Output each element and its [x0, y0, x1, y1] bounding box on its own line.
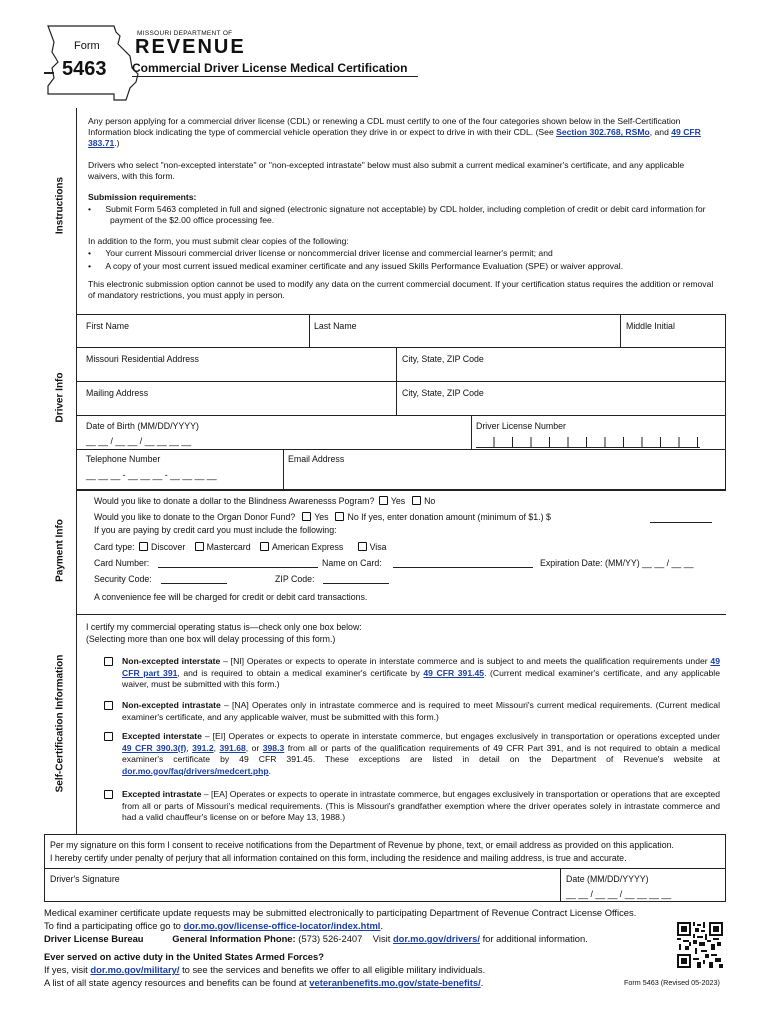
footer-line-3: Driver License Bureau General Information Phone: (573) 526-2407 Visit dor.mo.gov/drivers/ for additional information.	[44, 933, 588, 944]
security-code-field[interactable]	[161, 583, 227, 584]
copies-bullet-2: • A copy of your most current issued medical examiner certificate and any issued Skills Performance Evaluation (SPE) or waiver approval.	[88, 261, 624, 271]
selfcert-intro-1: I certify my commercial operating status is—check only one box below:	[86, 622, 362, 632]
section-label-driver-info: Driver Info	[54, 372, 66, 423]
medcert-link[interactable]: dor.mo.gov/faq/drivers/medcert.php	[122, 765, 269, 776]
cfr-383-link[interactable]: 49 CFR 383.71	[88, 127, 701, 148]
section-label-self-cert: Self-Certification Information	[54, 654, 66, 793]
fee-note: A convenience fee will be charged for credit or debit card transactions.	[94, 592, 368, 602]
organ-yes-checkbox[interactable]	[302, 512, 311, 521]
form-revision: Form 5463 (Revised 05-2023)	[624, 978, 720, 987]
military-line: If yes, visit dor.mo.gov/military/ to see the services and benefits we offer to all eligible military individuals.	[44, 964, 486, 975]
license-number-field[interactable]	[476, 437, 700, 448]
copies-intro: In addition to the form, you must submit clear copies of the following:	[88, 236, 349, 246]
copies-bullet-1: • Your current Missouri commercial driver license or noncommercial driver license and commercial learner's permit; and	[88, 248, 553, 258]
blindness-yes-checkbox[interactable]	[379, 496, 388, 505]
name-on-card-label: Name on Card:	[322, 558, 382, 568]
office-locator-link[interactable]: dor.mo.gov/license-office-locator/index.html	[183, 920, 381, 931]
organ-donor-question: Would you like to donate to the Organ Donor Fund? Yes No If yes, enter donation amount (minimum of $1.) $	[94, 512, 551, 522]
expiration-field[interactable]: Expiration Date: (MM/YY) __ __ / __ __	[540, 558, 694, 568]
section-label-payment-info: Payment Info	[54, 519, 66, 582]
form-title: Commercial Driver License Medical Certification	[132, 61, 408, 75]
agency-top: MISSOURI DEPARTMENT OF	[137, 30, 233, 37]
form-number: 5463	[62, 58, 107, 80]
instructions-p1: Any person applying for a commercial driver license (CDL) or renewing a CDL must certify to one of the four categories shown below in the Self-Certification Information block indicating the type of commercial vehicle operation they drive in or expect to drive in with their CDL. (See Section 302.768, RSMo, and 49 CFR 383.71.)	[88, 116, 701, 148]
res-city-state-zip-field[interactable]: City, State, ZIP Code	[402, 354, 484, 364]
zip-code-label: ZIP Code:	[275, 574, 315, 584]
footer-line-2: To find a participating office go to dor.mo.gov/license-office-locator/index.html.	[44, 920, 384, 931]
mail-city-state-zip-field[interactable]: City, State, ZIP Code	[402, 388, 484, 398]
instructions-last: This electronic submission option cannot be used to modify any data on the current commercial document. If your certification status requires the addition or removal of mandatory restrictions, you must apply in person.	[88, 279, 714, 300]
mastercard-checkbox[interactable]	[195, 542, 204, 551]
organ-no-checkbox[interactable]	[335, 512, 344, 521]
telephone-label: Telephone Number	[86, 454, 161, 464]
telephone-field[interactable]: __ __ __ - __ __ __ - __ __ __ __	[86, 470, 217, 480]
footer-line-1: Medical examiner certificate update requests may be submitted electronically to participating Department of Revenue Contract License Offices.	[44, 907, 637, 918]
card-number-label: Card Number:	[94, 558, 150, 568]
mailing-address-field[interactable]: Mailing Address	[86, 388, 149, 398]
agency-logo: REVENUE	[135, 36, 246, 58]
dob-label: Date of Birth (MM/DD/YYYY)	[86, 421, 199, 431]
dash-mark	[44, 72, 54, 74]
cfr-390-link[interactable]: 49 CFR 390.3(f)	[122, 742, 187, 753]
submission-bullet: • Submit Form 5463 completed in full and signed (electronic signature not acceptable) by CDL holder, including completion of credit or debit card information for payment of the $2.00 office processing fee.	[88, 204, 706, 225]
form-word: Form	[74, 40, 100, 52]
signature-date-field[interactable]: __ __ / __ __ / __ __ __ __	[566, 889, 672, 899]
cfr-391-2-link[interactable]: 391.2	[192, 742, 214, 753]
first-name-field[interactable]: First Name	[86, 321, 130, 331]
card-number-field[interactable]	[158, 567, 318, 568]
qr-code-icon[interactable]	[677, 922, 723, 968]
benefits-line: A list of all state agency resources and benefits can be found at veteranbenefits.mo.gov/state-benefits/.	[44, 977, 484, 988]
option-excepted-intrastate[interactable]: Excepted intrastate – [EA] Operates or expects to operate in intrastate commerce, but engages exclusively in transportation or operations that are excepted from all or parts of Missouri's medical requirements. (This is Missouri's grandfather exemption where the driver operates solely in intrastate commerce and had a valid chauffeur's license on or before May 13, 1988.)	[104, 789, 720, 824]
dob-field[interactable]: __ __ / __ __ / __ __ __ __	[86, 436, 192, 446]
cfr-391-45-link[interactable]: 49 CFR 391.45	[423, 667, 485, 678]
blindness-question: Would you like to donate a dollar to the Blindness Awarenesss Pogram? Yes No	[94, 496, 436, 506]
donation-amount-field[interactable]	[650, 522, 712, 523]
security-code-label: Security Code:	[94, 574, 152, 584]
credit-note: If you are paying by credit card you must include the following:	[94, 525, 337, 535]
consent-text-1: Per my signature on this form I consent to receive notifications from the Department of Revenue by phone, text, or email address as provided on this application.	[50, 840, 674, 850]
signature-date-label: Date (MM/DD/YYYY)	[566, 874, 649, 884]
title-underline	[132, 76, 418, 77]
submission-heading: Submission requirements:	[88, 192, 197, 202]
name-on-card-field[interactable]	[393, 567, 533, 568]
ni-checkbox[interactable]	[104, 657, 113, 666]
blindness-no-checkbox[interactable]	[412, 496, 421, 505]
cfr-398-link[interactable]: 398.3	[262, 742, 285, 753]
option-excepted-interstate[interactable]: Excepted interstate – [EI] Operates or expects to operate in interstate commerce, but engages exclusively in transportation or operations excepted under 49 CFR 390.3(f), 391.2, 391.68, or 398.3 from all or parts of the qualification requirements of 49 CFR Part 391, and is not required to obtain a medical examiner's certificate by 49 CFR 391.45. These exceptions are listed in detail on the Department of Revenue's website at dor.mo.gov/faq/drivers/medcert.php.	[104, 731, 720, 777]
drivers-link[interactable]: dor.mo.gov/drivers/	[392, 933, 480, 944]
ea-checkbox[interactable]	[104, 790, 113, 799]
license-number-label: Driver License Number	[476, 421, 566, 431]
cfr-391-68-link[interactable]: 391.68	[219, 742, 246, 753]
discover-checkbox[interactable]	[139, 542, 148, 551]
section-302-link[interactable]: Section 302.768, RSMo	[556, 127, 650, 137]
amex-checkbox[interactable]	[260, 542, 269, 551]
ei-checkbox[interactable]	[104, 732, 113, 741]
zip-code-field[interactable]	[323, 583, 389, 584]
selfcert-intro-2: (Selecting more than one box will delay processing of this form.)	[86, 634, 336, 644]
visa-checkbox[interactable]	[358, 542, 367, 551]
section-label-instructions: Instructions	[54, 176, 66, 235]
middle-initial-field[interactable]: Middle Initial	[626, 321, 675, 331]
cfr-391-link[interactable]: 49 CFR part 391	[122, 656, 720, 678]
consent-text-2: I hereby certify under penalty of perjury that all information contained on this form, including the residence and mailing address, is true and accurate.	[50, 853, 627, 863]
email-field[interactable]: Email Address	[288, 454, 345, 464]
driver-info-box	[76, 314, 726, 490]
veteran-benefits-link[interactable]: veteranbenefits.mo.gov/state-benefits/	[309, 977, 481, 988]
option-non-excepted-intrastate[interactable]: Non-excepted intrastate – [NA] Operates only in intrastate commerce and is required to meet Missouri's current medical requirements. (Current medical examiner's certificate, and any applicable waiver, must be submitted with this form.)	[104, 700, 720, 723]
driver-signature-field[interactable]: Driver's Signature	[50, 874, 120, 884]
last-name-field[interactable]: Last Name	[314, 321, 357, 331]
na-checkbox[interactable]	[104, 701, 113, 710]
card-type-row: Card type: Discover Mastercard American Express Visa	[94, 542, 387, 552]
military-question: Ever served on active duty in the United States Armed Forces?	[44, 951, 324, 962]
option-non-excepted-interstate[interactable]: Non-excepted interstate – [NI] Operates or expects to operate in interstate commerce and is subject to and meets the qualification requirements under 49 CFR part 391, and is required to obtain a medical examiner's certificate by 49 CFR 391.45. (Current medical examiner's certificate, and any applicable waiver, must be submitted with this form.)	[104, 656, 720, 691]
instructions-p2: Drivers who select "non-excepted interstate" or "non-excepted intrastate" below must also submit a current medical examiner's certificate, and any applicable waivers, with this form.	[88, 160, 685, 181]
residential-address-field[interactable]: Missouri Residential Address	[86, 354, 199, 364]
military-link[interactable]: dor.mo.gov/military/	[90, 964, 180, 975]
